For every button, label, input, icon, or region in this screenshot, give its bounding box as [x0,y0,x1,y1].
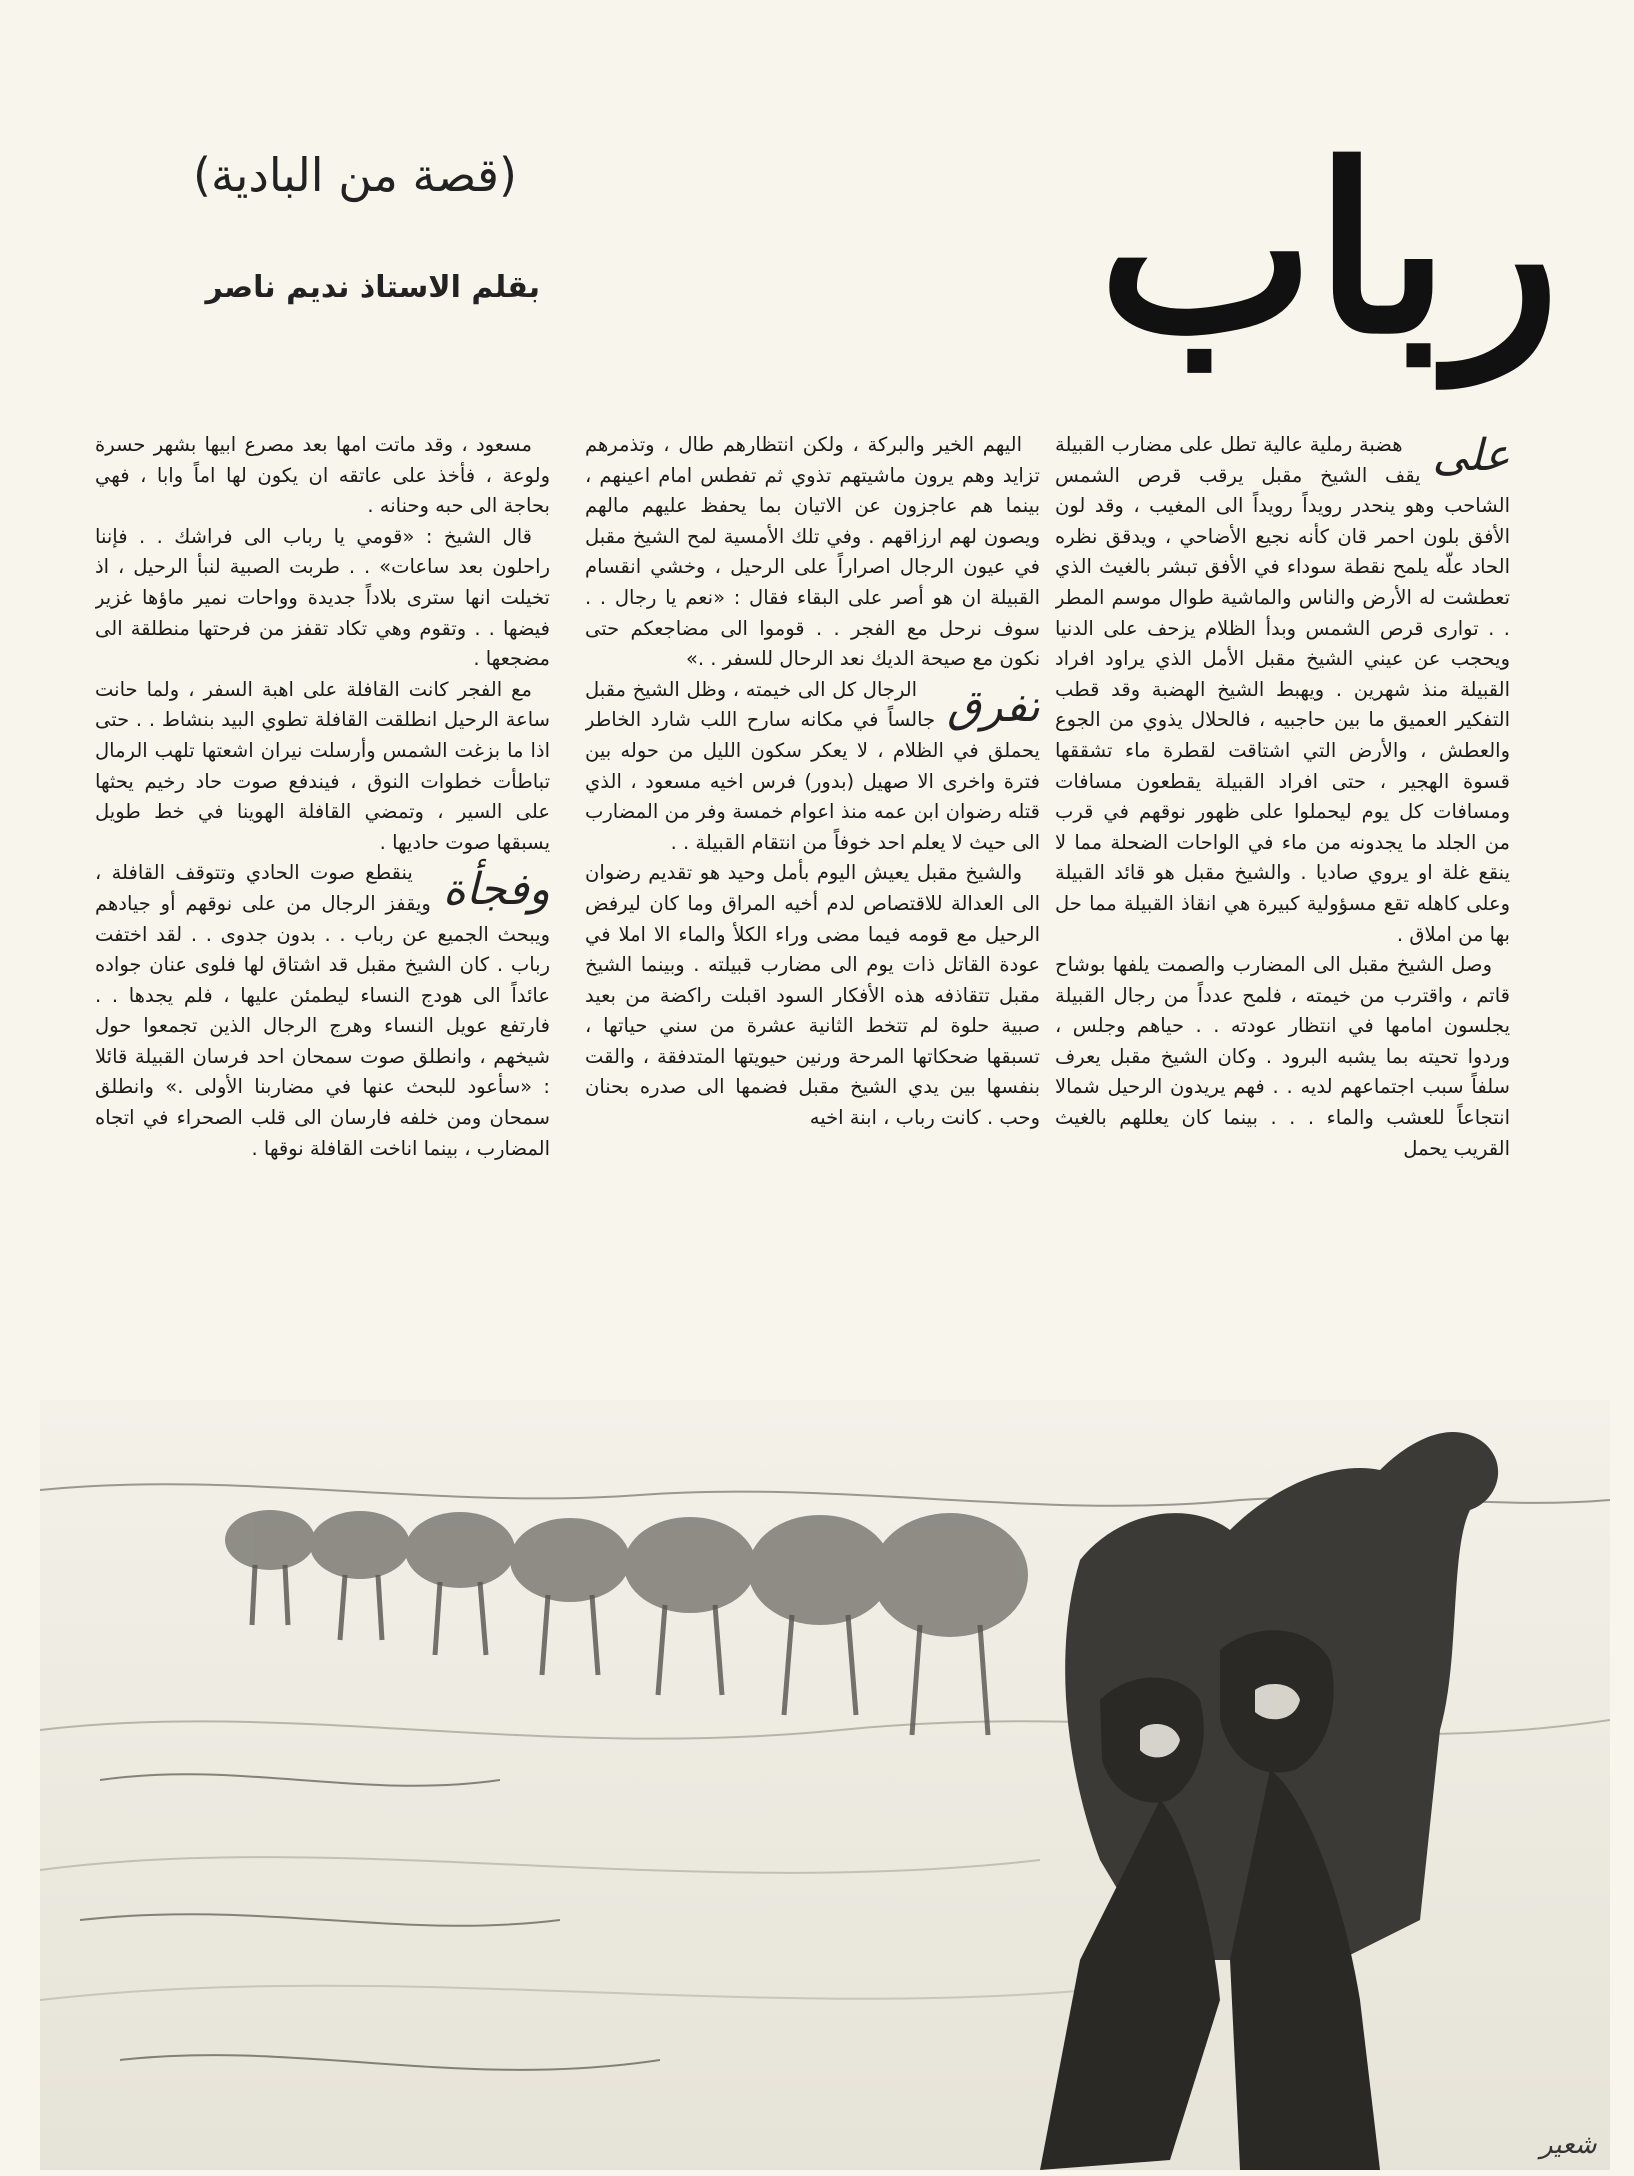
paragraph: اليهم الخير والبركة ، ولكن انتظارهم طال ، وتذمرهم تزايد وهم يرون ماشيتهم تذوي ثم تفطس امام اعينهم ، بينما هم عاجزون عن الاتيان بما يحفظ عليهم مالهم ويصون لهم ارزاقهم . وفي تلك الأمسية لمح الشيخ مقبل في عيون الرجال اصراراً على الرحيل ، وخشي انقسام القبيلة ان هو أصر على البقاء فقال : «نعم يا رجال . . سوف نرحل مع الفجر . . قوموا الى مضاجعكم حتى نكون مع صيحة الديك نعد الرحال للسفر . .» [585,433,1040,671]
text-column-right [1055,430,1510,1340]
paragraph: هضبة رملية عالية تطل على مضارب القبيلة يقف الشيخ مقبل يرقب قرص الشمس الشاحب وهو ينحدر رويداً رويداً الى المغيب ، وقد لون الأفق بلون احمر قان كأنه نجيع الأضاحي ، ويدقق نظره الحاد علّه يلمح نقطة سوداء في الأفق تبشر بالغيث الذي تعطشت له الأرض والناس والماشية طوال موسم المطر . . توارى قرص الشمس وبدأ الظلام يزحف على الدنيا ويحجب عن عيني الشيخ مقبل الأمل الذي يراود افراد القبيلة منذ شهرين . ويهبط الشيخ الهضبة وقد قطب التفكير العميق ما بين حاجبيه ، فالحلال يذوي من الجوع والعطش ، والأرض التي اشتاقت لقطرة ماء تشققها قسوة الهجير ، حتى افراد القبيلة يقطعون مسافات ومسافات كل يوم ليحملوا على ظهور نوقهم في قرب من الجلد ما يجدونه من ماء في الواحات الضحلة مما لا ينقع غلة او يروي صاديا . والشيخ مقبل هو قائد القبيلة وعلى كاهله تقع مسؤولية كبيرة هي انقاذ القبيلة مما حل بها من املاق . [1055,433,1510,946]
paragraph: الرجال كل الى خيمته ، وظل الشيخ مقبل جالساً في مكانه سارح اللب شارد الخاطر يحملق في الظلام ، لا يعكر سكون الليل من حوله بين فترة واخرى الا صهيل (بدور) فرس اخيه مسعود ، الذي قتله رضوان ابن عمه منذ اعوام خمسة وفر من المضارب الى حيث لا يعلم احد خوفاً من انتقام القبيلة . . [585,677,1040,854]
story-subtitle: (قصة من البادية) [193,148,517,202]
text-column-middle [585,430,1040,1340]
paragraph: ينقطع صوت الحادي وتتوقف القافلة ، ويقفز الرجال من على نوقهم أو جيادهم ويبحث الجميع عن رباب . . بدون جدوى . . لقد اختفت رباب . كان الشيخ مقبل قد اشتاق لها فلوى عنان جواده عائداً الى هودج النساء ليطمئن عليها ، فلم يجدها . . فارتفع عويل النساء وهرج الرجال الذين تجمعوا حول شيخهم ، وانطلق صوت سمحان احد فرسان القبيلة قائلا : «سأعود للبحث عنها في مضاربنا الأولى .» وانطلق سمحان ومن خلفه فارسان الى قلب الصحراء في اتجاه المضارب ، بينما اناخت القافلة نوقها . [95,861,550,1160]
story-title: رباب [1098,115,1560,385]
caravan-illustration [40,1400,1610,2170]
dropcap-word: تفرق [947,680,1040,732]
paragraph: مسعود ، وقد ماتت امها بعد مصرع ابيها بشهر حسرة ولوعة ، فأخذ على عاتقه ان يكون لها اماً وابا ، فهي بحاجة الى حبه وحنانه . [95,433,550,518]
paragraph: قال الشيخ : «قومي يا رباب الى فراشك . . فإننا راحلون بعد ساعات» . . طربت الصبية لنبأ الرحيل ، اذ تخيلت انها سترى بلاداً جديدة وواحات نمير ماؤها غزير فيضها . . وتقوم وهي تكاد تقفز من فرحتها منطلقة الى مضجعها . [95,524,550,671]
artist-signature: شعير [1540,2130,1597,2160]
text-column-left [95,430,550,1340]
author-byline: بقلم الاستاذ نديم ناصر [205,270,540,305]
paragraph: مع الفجر كانت القافلة على اهبة السفر ، ولما حانت ساعة الرحيل انطلقت القافلة تطوي البيد بنشاط . . حتى اذا ما بزغت الشمس وأرسلت نيران اشعتها تلهب الرمال تباطأت خطوات النوق ، فيندفع صوت حاد رخيم يحثها على السير ، وتمضي القافلة الهوينا في خط طويل يسبقها صوت حاديها . [95,677,550,854]
dropcap-word: وفجأة [442,864,550,916]
paragraph: والشيخ مقبل يعيش اليوم بأمل وحيد هو تقديم رضوان الى العدالة للاقتصاص لدم أخيه المراق وما كان ليرفض الرحيل مع قومه فيما مضى وراء الكلأ والماء الا املا في عودة القاتل ذات يوم الى مضارب قبيلته . وبينما الشيخ مقبل تتقاذفه هذه الأفكار السود اقبلت راكضة من بعيد صبية حلوة لم تتخط الثانية عشرة من سني حياتها ، تسبقها ضحكاتها المرحة ورنين حيويتها المتدفقة ، والقت بنفسها بين يدي الشيخ مقبل فضمها الى صدره بحنان وحب . كانت رباب ، ابنة اخيه [585,861,1040,1130]
paragraph: وصل الشيخ مقبل الى المضارب والصمت يلفها بوشاح قاتم ، واقترب من خيمته ، فلمح عدداً من رجال القبيلة يجلسون امامها في انتظار عودته . . حياهم وجلس ، وردوا تحيته بما يشبه البرود . وكان الشيخ مقبل يعرف سلفاً سبب اجتماعهم لديه . . فهم يريدون الرحيل شمالا انتجاعاً للعشب والماء . . . بينما كان يعللهم بالغيث القريب يحمل [1055,953,1510,1160]
dropcap-word: على [1432,430,1510,481]
